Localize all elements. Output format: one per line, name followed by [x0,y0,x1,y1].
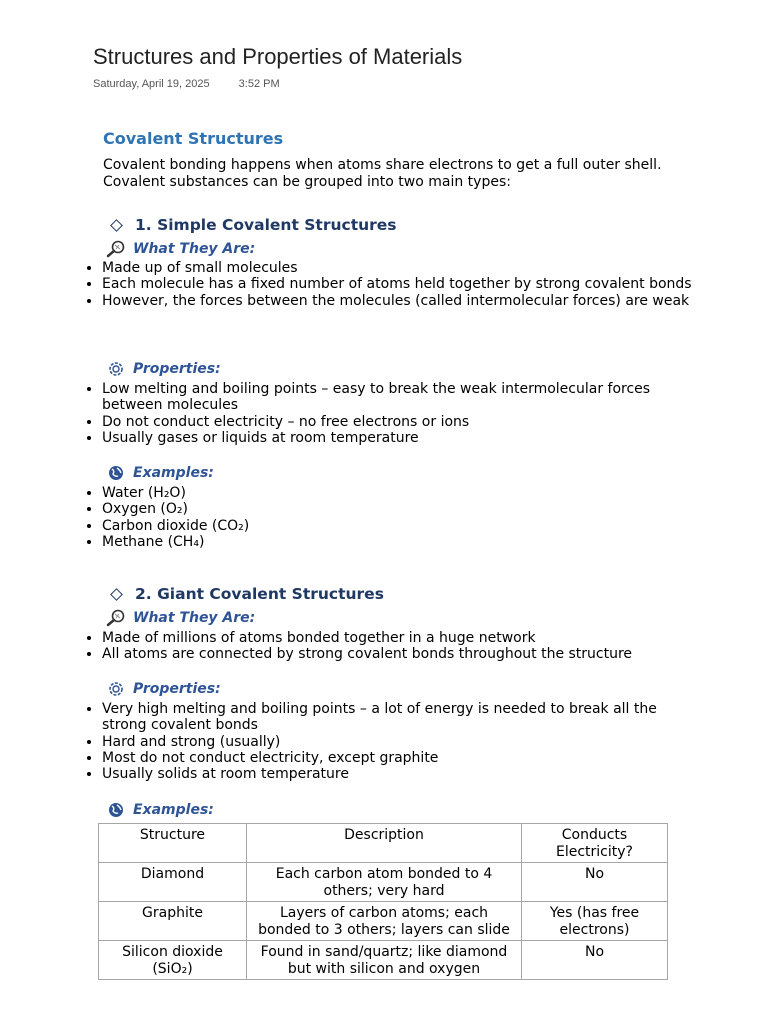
simple-props-heading-text: Properties: [133,361,221,377]
table-cell: Graphite [99,902,247,941]
list-item: • Made up of small molecules [102,260,702,276]
table-cell: Diamond [99,863,247,902]
giant-heading-text: 2. Giant Covalent Structures [135,585,384,603]
globe-icon [106,801,126,819]
gear-icon [106,680,126,698]
table-cell: Each carbon atom bonded to 4 others; very hard [247,863,522,902]
page-time: 3:52 PM [238,78,280,90]
giant-examples-heading-text: Examples: [133,802,214,818]
list-item: • Usually gases or liquids at room temperature [102,430,702,446]
gear-icon [106,360,126,378]
giant-examples-heading [106,801,214,819]
giant-heading [110,585,384,603]
table-row [99,863,668,902]
list-item: • Made of millions of atoms bonded together in a huge network [102,630,702,646]
table-cell: No [522,941,668,980]
table-cell: Layers of carbon atoms; each bonded to 3 others; layers can slide [247,902,522,941]
diamond-bullet-icon [110,219,123,232]
table-cell: Silicon dioxide (SiO₂) [99,941,247,980]
list-item: • Do not conduct electricity – no free electrons or ions [102,414,702,430]
simple-examples-list [84,485,702,550]
list-item: • Oxygen (O₂) [102,501,702,517]
table-cell: Yes (has free electrons) [522,902,668,941]
giant-props-heading-text: Properties: [133,681,221,697]
list-item: • Each molecule has a fixed number of atoms held together by strong covalent bonds [102,276,702,292]
list-item: • Very high melting and boiling points – a lot of energy is needed to break all the strong covalent bonds [102,701,702,734]
list-item: • Most do not conduct electricity, except graphite [102,750,702,766]
list-item: • Carbon dioxide (CO₂) [102,518,702,534]
diamond-bullet-icon [110,588,123,601]
examples-table [98,823,668,980]
page-date: Saturday, April 19, 2025 [93,78,210,90]
list-item: • All atoms are connected by strong covalent bonds throughout the structure [102,646,702,662]
simple-what-heading [106,240,255,258]
table-header-cell: Conducts Electricity? [522,824,668,863]
table-row [99,941,668,980]
simple-heading [110,216,397,234]
page-meta [93,78,280,90]
magnifier-icon [106,609,126,627]
magnifier-icon [106,240,126,258]
simple-props-list [84,381,702,446]
giant-what-heading [106,609,255,627]
list-item: • Usually solids at room temperature [102,766,702,782]
simple-examples-heading-text: Examples: [133,465,214,481]
simple-examples-heading [106,464,214,482]
simple-heading-text: 1. Simple Covalent Structures [135,216,397,234]
table-header-row [99,824,668,863]
table-cell: No [522,863,668,902]
list-item: • Methane (CH₄) [102,534,702,550]
table-header-cell: Structure [99,824,247,863]
simple-what-list [84,260,702,309]
globe-icon [106,464,126,482]
section-heading: Covalent Structures [103,129,284,148]
giant-what-list [84,630,702,663]
table-row [99,902,668,941]
giant-props-heading [106,680,221,698]
list-item: • Hard and strong (usually) [102,734,702,750]
page-title: Structures and Properties of Materials [93,44,463,69]
list-item: • Water (H₂O) [102,485,702,501]
list-item: • However, the forces between the molecules (called intermolecular forces) are weak [102,293,702,309]
table-cell: Found in sand/quartz; like diamond but with silicon and oxygen [247,941,522,980]
simple-props-heading [106,360,221,378]
simple-what-heading-text: What They Are: [133,241,256,257]
giant-props-list [84,701,702,782]
table-header-cell: Description [247,824,522,863]
giant-what-heading-text: What They Are: [133,610,256,626]
list-item: • Low melting and boiling points – easy to break the weak intermolecular forces between molecules [102,381,702,414]
intro-paragraph: Covalent bonding happens when atoms share electrons to get a full outer shell. Covalent substances can be grouped into two main types: [103,157,662,190]
